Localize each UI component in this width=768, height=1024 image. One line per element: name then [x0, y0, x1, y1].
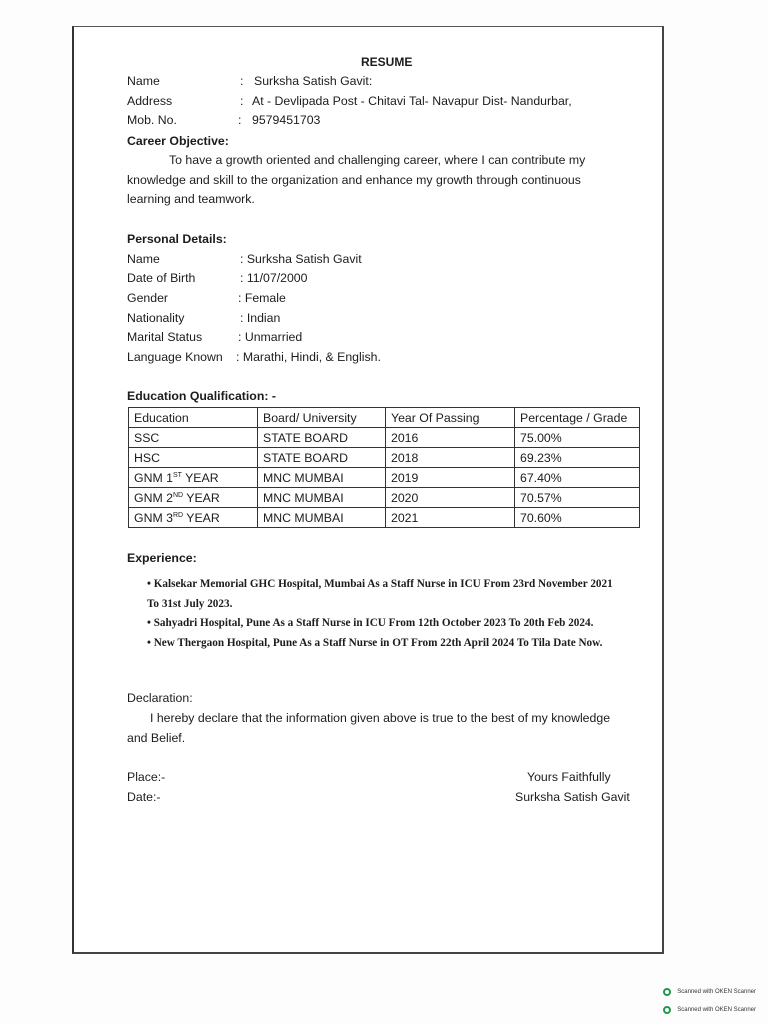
personal-dob-label: Date of Birth [127, 271, 196, 285]
personal-gender-label: Gender [127, 291, 169, 305]
column-header: Board/ University [258, 408, 386, 428]
experience-heading: Experience: [127, 551, 197, 565]
experience-line: To 31st July 2023. [147, 598, 233, 610]
declaration-heading: Declaration: [127, 691, 193, 705]
career-objective-line: knowledge and skill to the organization and enhance my growth through continuous [127, 173, 581, 187]
header-address-label: Address [127, 94, 173, 108]
education-cell: GNM 1ST YEAR [129, 468, 258, 488]
year-cell: 2019 [386, 468, 515, 488]
board-cell: MNC MUMBAI [258, 488, 386, 508]
table-row [129, 468, 640, 488]
scanner-logo-icon [663, 1006, 671, 1014]
board-cell: STATE BOARD [258, 448, 386, 468]
education-cell: GNM 3RD YEAR [129, 508, 258, 528]
career-objective-line: To have a growth oriented and challenging career, where I can contribute my [169, 153, 586, 167]
board-cell: MNC MUMBAI [258, 468, 386, 488]
career-objective-line: learning and teamwork. [127, 192, 255, 206]
date-label: Date:- [127, 790, 161, 804]
header-name-colon: : [240, 74, 244, 88]
year-cell: 2016 [386, 428, 515, 448]
career-objective-heading: Career Objective: [127, 134, 229, 148]
place-label: Place:- [127, 770, 166, 784]
experience-line: • Kalsekar Memorial GHC Hospital, Mumbai As a Staff Nurse in ICU From 23rd November 2021 [147, 578, 613, 590]
resume-title: RESUME [361, 55, 413, 69]
header-name-value: Surksha Satish Gavit: [254, 74, 373, 88]
year-cell: 2018 [386, 448, 515, 468]
table-row [129, 448, 640, 468]
personal-details-heading: Personal Details: [127, 232, 227, 246]
column-header: Percentage / Grade [515, 408, 640, 428]
header-address-value: At - Devlipada Post - Chitavi Tal- Navapur Dist- Nandurbar, [252, 94, 572, 108]
personal-language-value: : Marathi, Hindi, & English. [236, 350, 381, 364]
scanner-watermark-text: Scanned with OKEN Scanner [677, 989, 756, 995]
header-name-label: Name [127, 74, 160, 88]
table-row [129, 428, 640, 448]
personal-dob-value: : 11/07/2000 [240, 271, 308, 285]
header-address-colon: : [240, 94, 244, 108]
header-mobile-value: 9579451703 [252, 113, 321, 127]
percentage-cell: 67.40% [515, 468, 640, 488]
percentage-cell: 75.00% [515, 428, 640, 448]
scanner-logo-icon [663, 988, 671, 996]
experience-line: • New Thergaon Hospital, Pune As a Staff Nurse in OT From 22th April 2024 To Tila Date Now. [147, 637, 603, 649]
personal-gender-value: : Female [238, 291, 286, 305]
scanner-watermark-text: Scanned with OKEN Scanner [677, 1007, 756, 1013]
scanner-watermark [663, 988, 756, 996]
scanner-watermark [663, 1006, 756, 1014]
education-cell: GNM 2ND YEAR [129, 488, 258, 508]
table-row [129, 488, 640, 508]
column-header: Education [129, 408, 258, 428]
education-heading: Education Qualification: - [127, 389, 276, 403]
column-header: Year Of Passing [386, 408, 515, 428]
year-cell: 2021 [386, 508, 515, 528]
personal-marital-value: : Unmarried [238, 330, 303, 344]
experience-line: • Sahyadri Hospital, Pune As a Staff Nurse in ICU From 12th October 2023 To 20th Feb 2024. [147, 617, 594, 629]
personal-marital-label: Marital Status [127, 330, 203, 344]
personal-language-label: Language Known [127, 350, 223, 364]
board-cell: STATE BOARD [258, 428, 386, 448]
education-table [128, 407, 640, 528]
percentage-cell: 69.23% [515, 448, 640, 468]
personal-nationality-label: Nationality [127, 311, 185, 325]
resume-page [72, 26, 664, 954]
personal-nationality-value: : Indian [240, 311, 281, 325]
closing-text: Yours Faithfully [527, 770, 611, 784]
declaration-line: I hereby declare that the information given above is true to the best of my knowledge [150, 711, 611, 725]
year-cell: 2020 [386, 488, 515, 508]
education-table-header [129, 408, 640, 428]
declaration-line: and Belief. [127, 731, 186, 745]
table-row [129, 508, 640, 528]
header-mobile-colon: : [238, 113, 242, 127]
personal-name-label: Name [127, 252, 160, 266]
percentage-cell: 70.57% [515, 488, 640, 508]
education-cell: SSC [129, 428, 258, 448]
signature-name: Surksha Satish Gavit [515, 790, 630, 804]
personal-name-value: : Surksha Satish Gavit [240, 252, 362, 266]
board-cell: MNC MUMBAI [258, 508, 386, 528]
education-cell: HSC [129, 448, 258, 468]
header-mobile-label: Mob. No. [127, 113, 177, 127]
percentage-cell: 70.60% [515, 508, 640, 528]
